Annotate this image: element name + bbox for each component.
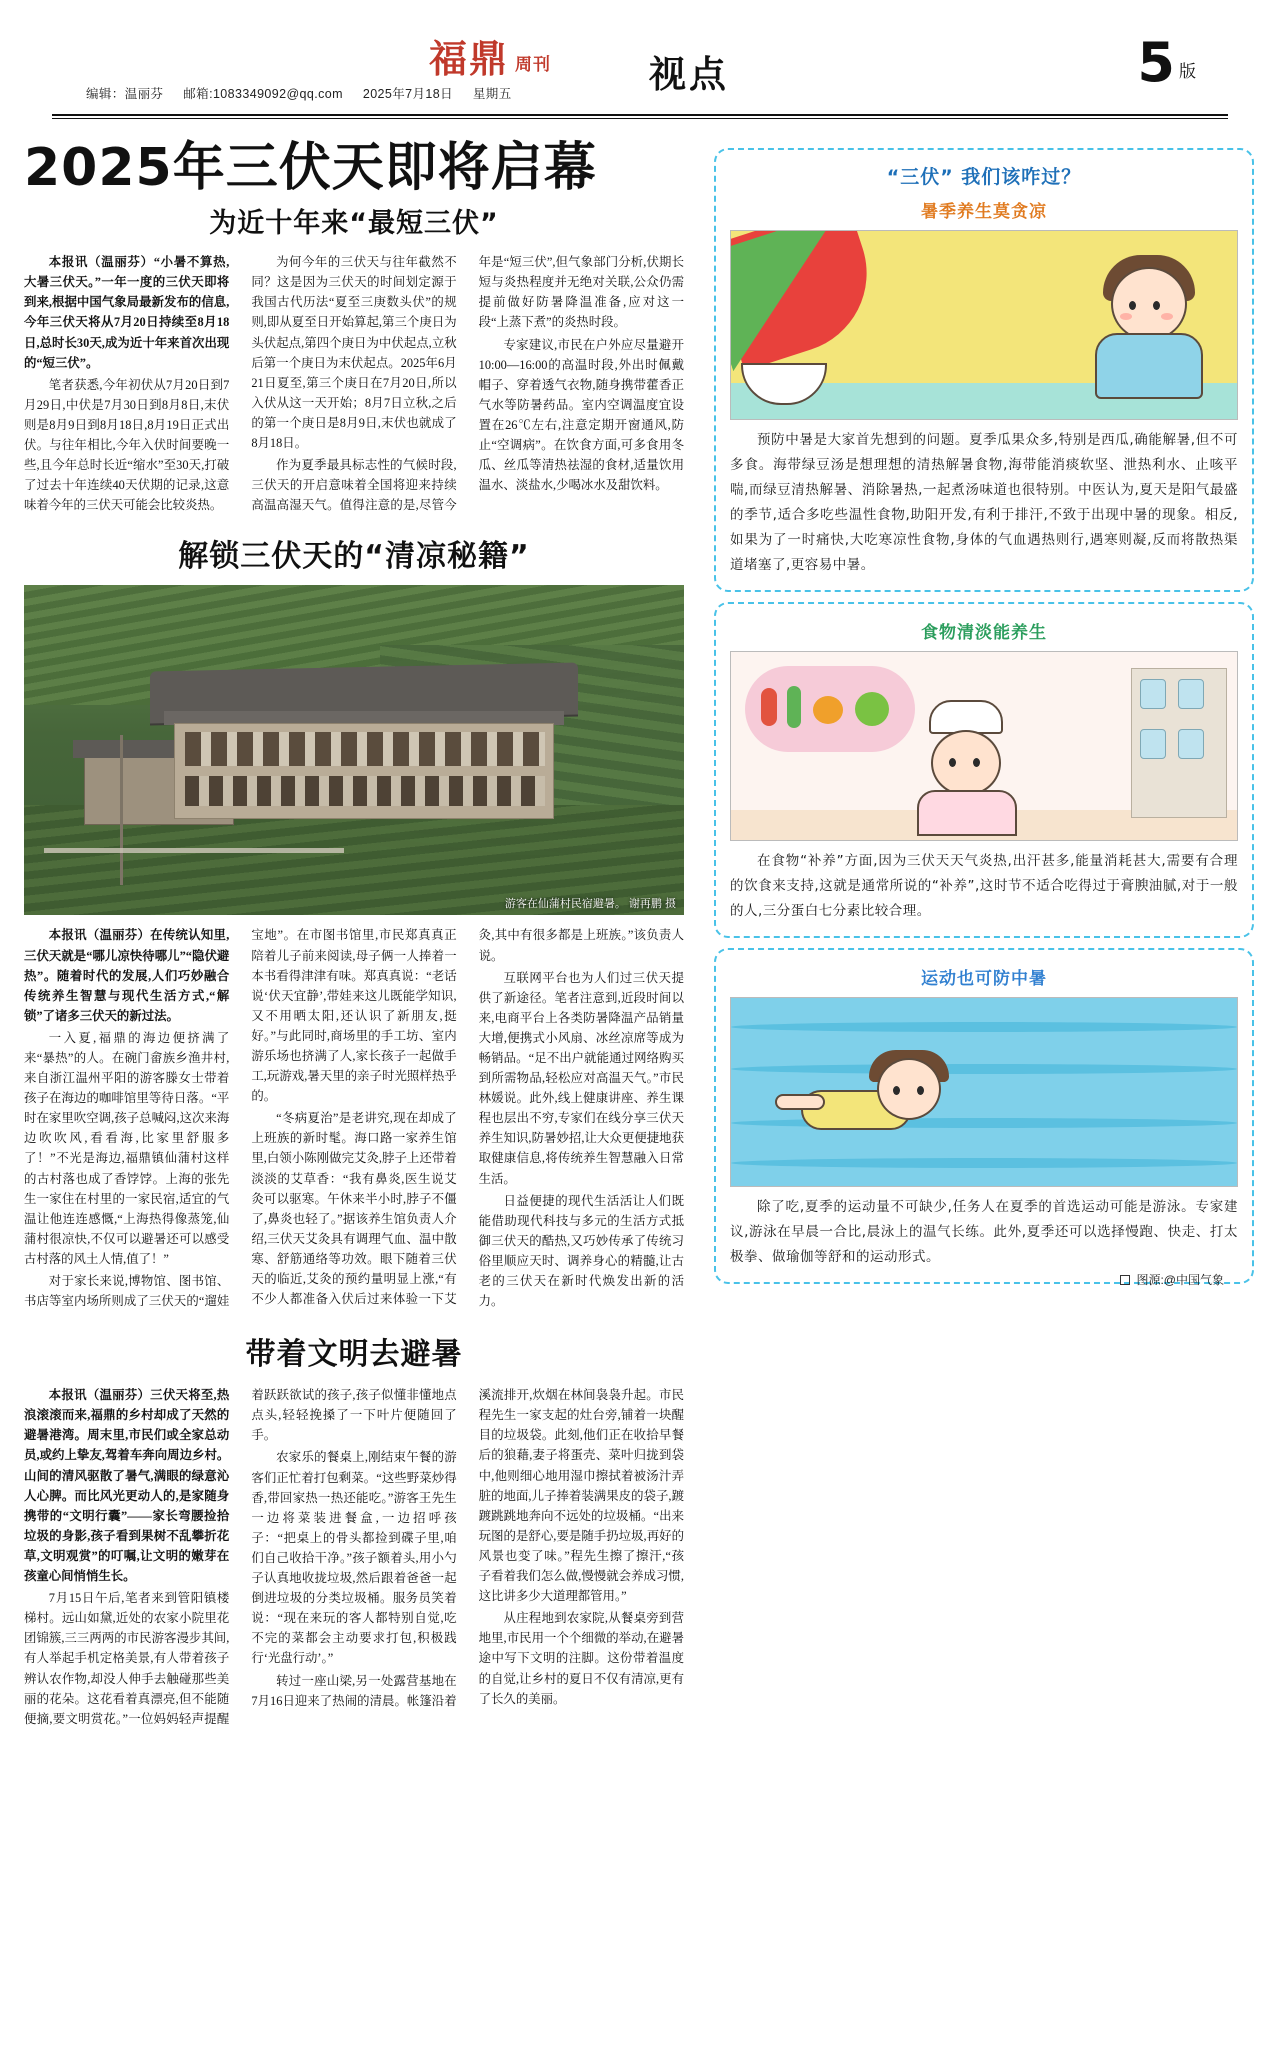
- sidebar-title: “三伏” 我们该咋过？: [886, 166, 1082, 188]
- swimmer-eye-left: [893, 1086, 900, 1095]
- water-wave: [731, 1022, 1237, 1032]
- sidebar-section-text-3: 除了吃,夏季的运动量不可缺少,任务人在夏季的首选运动可能是游泳。专家建议,游泳在早晨一合比,晨泳上的温气长练。此外,夏季还可以选择慢跑、快走、打太极拳、做瑜伽等舒和的运动形式。: [730, 1198, 1238, 1265]
- chef-body: [917, 790, 1017, 836]
- article-1-body: [24, 252, 684, 515]
- article-3-paragraph: 农家乐的餐桌上,刚结束午餐的游客们正忙着打包剩菜。“这些野菜炒得香,带回家热一热还能吃。”游客王先生一边将菜装进餐盒,一边招呼孩子：“把桌上的骨头都捡到碟子里,咱们自己收拾干净。”孩子额着头,用小勺子认真地收拢垃圾,然后跟着爸爸一起倒进垃圾的分类垃圾桶。服务员笑着说：“现在来玩的客人都特别自觉,吃不完的菜都会主动要求打包,积极践行‘光盘行动’。”: [251, 1450, 457, 1666]
- chef-eye-right: [973, 758, 980, 767]
- sidebar-section-text-2: 在食物“补养”方面,因为三伏天天气炎热,出汗甚多,能量消耗甚大,需要有合理的饮食来支持,这就是通常所说的“补养”,这时节不适合吃得过于膏腴油腻,对于一般的人,三分蛋白七分素比较合理。: [730, 852, 1238, 919]
- swimmer-eye-right: [917, 1086, 924, 1095]
- chef-hat-icon: [929, 700, 1003, 734]
- article-1-paragraph: 专家建议,市民在户外应尽量避开10:00—16:00的高温时段,外出时佩戴帽子、穿着透气衣物,随身携带藿香正气水等防暑药品。室内空调温度宜设置在26℃左右,注意定期开窗通风,防止“空调病”。在饮食方面,可多食用冬瓜、丝瓜等清热祛湿的食材,适量饮用温水、淡盐水,少喝冰水及甜饮料。: [478, 337, 684, 493]
- logo-chinese-text: 福鼎: [429, 36, 510, 81]
- girl-body: [1095, 333, 1203, 399]
- cartoon-swimmer: [801, 1050, 951, 1140]
- masthead: [24, 18, 1256, 114]
- article-3-title: 带着文明去避暑: [245, 1337, 463, 1373]
- editor-label: 编辑：温丽芬: [86, 87, 164, 101]
- cucumber-icon: [787, 686, 801, 728]
- masthead-divider: [52, 114, 1228, 116]
- page-number: 5: [1137, 31, 1175, 94]
- sidebar-panel: [714, 148, 1254, 592]
- girl-eye-left: [1129, 301, 1136, 310]
- photo-wall: [174, 723, 554, 819]
- jar-icon: [1140, 729, 1166, 759]
- photo-windows-upper: [185, 732, 545, 766]
- cabbage-icon: [855, 692, 889, 726]
- article-2-paragraph: 对于家长来说,博物馆、图书馆、书店等室内场所则成了三伏天的“遛娃宝地”。在市图书馆里,市民郑真真正陪着儿子前来阅读,母子俩一人捧着一本书看得津津有味。郑真真说：“老话说‘伏天宜静’,带娃来这儿既能学知识,又不用晒太阳,还认识了新朋友,挺好。”与此同时,商场里的手工坊、室内游乐场也挤满了人,家长孩子一起做手工,玩游戏,暑天里的亲子时光照样热乎的。: [24, 928, 457, 1309]
- jar-icon: [1140, 679, 1166, 709]
- swimmer-arm: [775, 1094, 825, 1110]
- article-1-paragraph: 作为夏季最具标志性的气候时段,三伏天的开启意味着全国将迎来持续高温高湿天气。值得注意的是,尽管今年是“短三伏”,但气象部门分析,伏期长短与炎热程度并无绝对关联,公众仍需提前做好防暑降温准备,应对这一段“上蒸下煮”的炎热时段。: [251, 255, 684, 513]
- masthead-credits: [86, 84, 528, 102]
- issue-weekday: 星期五: [472, 87, 512, 101]
- article-2-paragraph: 互联网平台也为人们过三伏天提供了新途径。笔者注意到,近段时间以来,电商平台上各类防暑降温产品销量大增,便携式小风扇、冰丝凉席等成为畅销品。“足不出户就能通过网络购买到所需物品,轻松应对高温天气。”市民林媛说。此外,线上健康讲座、养生课程也层出不穷,专家们在线分享三伏天养生知识,防暑妙招,让大众更便捷地获取健康信息,将传统养生智慧融入日常生活。: [478, 970, 684, 1186]
- chef-eye-left: [949, 758, 956, 767]
- article-1-paragraph: 笔者获悉,今年初伏从7月20日到7月29日,中伏是7月30日到8月8日,末伏则是8月9日到8月18日,8月19日正式出伏。与往年相比,今年入伏时间要晚一些,且今年总时长近“缩水”至30天,打破了过去十年连续40天伏期的记录,这意味着今年的三伏天可能会比较炎热。: [24, 377, 230, 513]
- article-3-paragraph: 本报讯（温丽芬）三伏天将至,热浪滚滚而来,福鼎的乡村却成了天然的避暑港湾。周末里,市民们或全家总动员,或约上挚友,驾着车奔向周边乡村。山间的清风驱散了暑气,满眼的绿意沁人心脾。而比风光更动人的,是家随身携带的“文明行囊”——家长弯腰捡拾垃圾的身影,孩子看到果树不乱攀折花草,文明观赏”的叮嘱,让文明的嫩芽在孩童心间悄悄生长。: [24, 1388, 230, 1584]
- logo-subtitle: 周刊: [515, 55, 552, 74]
- photo-windows-lower: [185, 776, 545, 806]
- article-1-paragraph: 为何今年的三伏天与往年截然不同？这是因为三伏天的时间划定源于我国古代历法“夏至三庚数头伏”的规则,即从夏至日开始算起,第三个庚日为头伏起点,第四个庚日为中伏起点,立秋后第一个庚日为末伏起点。2025年6月21日夏至,第三个庚日在7月20日,所以入伏从这一天开始；8月7日立秋,之后的第一个庚日是8月9日,末伏也就成了8月18日。: [251, 255, 457, 451]
- sidebar-panel-3: [714, 948, 1254, 1284]
- article-3-paragraph: 7月15日午后,笔者来到管阳镇楼梯村。远山如黛,近处的农家小院里花团锦簇,三三两两的市民游客漫步其间,有人举起手机定格美景,有人带着孩子辨认农作物,却没人伸手去触碰那些美丽的花朵。这花看着真漂亮,但不能随便摘,要文明赏花。”一位妈妈轻声提醒着跃跃欲试的孩子,孩子似懂非懂地点点头,轻轻挽搡了一下叶片便随回了手。: [24, 1388, 457, 1726]
- girl-cheek-left: [1120, 313, 1132, 320]
- illustration-chef-girl: [730, 651, 1238, 841]
- issue-date: 2025年7月18日: [362, 87, 454, 101]
- article-2-title: 解锁三伏天的“清凉秘籍”: [178, 539, 530, 575]
- section-title: 视点: [649, 53, 729, 96]
- sidebar-section-heading-2: 食物清淡能养生: [921, 622, 1047, 643]
- checkbox-icon: [1120, 1275, 1130, 1285]
- article-2-paragraph: 日益便捷的现代生活活让人们既能借助现代科技与多元的生活方式抵御三伏天的酷热,又巧妙传承了传统习俗里顺应天时、调养身心的精髓,让古老的三伏天在新时代焕发出新的活力。: [478, 1193, 684, 1309]
- photo-utility-pole: [120, 735, 123, 885]
- cartoon-chef: [901, 706, 1031, 832]
- sidebar-section-text-1: 预防中暑是大家首先想到的问题。夏季瓜果众多,特别是西瓜,确能解暑,但不可多食。海带绿豆汤是想理想的清热解暑食物,海带能消痰软坚、泄热利水、止咳平喘,而绿豆清热解暑、消除暑热,一起煮汤味道也很特别。中医认为,夏天是阳气最盛的季节,适合多吃些温性食物,助阳开发,有利于排汗,不致于出现中暑的现象。相反,如果为了一时痛快,大吃寒凉性食物,身体的气血遇热则行,遇寒则凝,反而将散热渠道堵塞了,更容易中暑。: [730, 432, 1238, 573]
- girl-eye-right: [1153, 301, 1160, 310]
- article-2-paragraph: 一入夏,福鼎的海边便挤满了来“暴热”的人。在碗门畲族乡渔井村,来自浙江温州平阳的游客滕女士带着孩子在海边的咖啡馆里等待日落。“平时在家里吹空调,孩子总喊闷,这次来海边吹吹风,看看海,比家里舒服多了！”不光是海边,福鼎镇仙蒲村这样的古村落也成了香饽饽。上海的张先生一家住在村里的一家民宿,适宜的气温让他连连感慨,“上海热得像蒸笼,仙蒲村很凉快,不仅可以避暑还可以感受古村落的风土人情,值了！”: [24, 1030, 230, 1266]
- masthead-divider-2: [52, 118, 1228, 119]
- jar-icon: [1178, 729, 1204, 759]
- girl-face: [1111, 267, 1187, 341]
- swimmer-face: [877, 1058, 941, 1120]
- page-number-block: [1137, 31, 1196, 94]
- publication-logo: [429, 36, 552, 81]
- sidebar-section-heading-1: 暑季养生莫贪凉: [921, 202, 1047, 222]
- sidebar-source-note: [1120, 1271, 1224, 1288]
- illustration-swimming-girl: [730, 997, 1238, 1187]
- main-column: [24, 128, 684, 1729]
- article-3-paragraph: 从庄程地到农家院,从餐桌旁到营地里,市民用一个个细微的举动,在避暑途中写下文明的注脚。这份带着温度的自觉,让乡村的夏日不仅有清凉,更有了长久的美丽。: [478, 1611, 684, 1706]
- page-unit-label: 版: [1179, 62, 1196, 81]
- article-3-paragraph: 转过一座山梁,另一处露营基地在7月16日迎来了热闹的清晨。帐篷沿着溪流排开,炊烟在林间袅袅升起。市民程先生一家支起的灶台旁,铺着一块醒目的垃圾袋。此刻,他们正在收拾早餐后的狼藉,妻子将蛋壳、菜叶归拢到袋中,他则细心地用湿巾擦拭着被汤汁弄脏的地面,儿子捧着装满果皮的袋子,踱踱跳跳地奔向不远处的垃圾桶。“出来玩图的是舒心,要是随手扔垃圾,再好的风景也变了味。”程先生擦了擦汗,“孩子看着我们怎么做,慢慢就会养成习惯,这比讲多少大道理都管用。”: [251, 1388, 684, 1708]
- chef-face: [931, 730, 1001, 796]
- page-headline: 2025年三伏天即将启幕: [24, 138, 597, 198]
- article-2-paragraph: “冬病夏治”是老讲究,现在却成了上班族的新时髦。海口路一家养生馆里,白领小陈刚做完艾灸,脖子上还带着淡淡的艾草香：“我有鼻炎,医生说艾灸可以驱寒。午休来半小时,脖子不僵了,鼻炎也轻了。”据该养生馆负责人介绍,三伏天艾灸具有调理气血、温中散寒、舒筋通络等功效。眼下随着三伏天的临近,艾灸的预约量明显上涨,“有不少人都准备入伏后过来体验一下艾灸,其中有很多都是上班族。”该负责人说。: [251, 928, 684, 1307]
- orange-icon: [813, 696, 843, 724]
- email-label: 邮箱:1083349092@qq.com: [183, 87, 343, 101]
- article-3-body: [24, 1385, 684, 1729]
- photo-fence: [44, 848, 344, 853]
- photo-main-building: [174, 667, 554, 817]
- girl-cheek-right: [1161, 313, 1173, 320]
- jar-icon: [1178, 679, 1204, 709]
- carrot-icon: [761, 688, 777, 726]
- cartoon-girl: [1089, 257, 1209, 397]
- article-2-paragraph: 本报讯（温丽芬）在传统认知里,三伏天就是“哪儿凉快待哪儿”“隐伏避热”。随着时代的发展,人们巧妙融合传统养生智慧与现代生活方式,“解锁”了诸多三伏天的新过法。: [24, 928, 230, 1023]
- illustration-watermelon-girl: [730, 230, 1238, 420]
- sidebar-section-heading-3: 运动也可防中暑: [921, 968, 1047, 989]
- source-label: 图源:@中国气象: [1136, 1272, 1224, 1287]
- article-2-body: [24, 925, 684, 1311]
- photo-caption: 游客在仙蒲村民宿避暑。 谢再鹏 摄: [504, 898, 676, 911]
- kitchen-shelf: [1131, 668, 1227, 818]
- water-wave: [731, 1158, 1237, 1168]
- sidebar-panel-2: [714, 602, 1254, 938]
- article-2-photo: [24, 585, 684, 915]
- page-subheadline: 为近十年来“最短三伏”: [209, 208, 499, 240]
- article-1-paragraph: 本报讯（温丽芬）“小暑不算热,大暑三伏天。”一年一度的三伏天即将到来,根据中国气象局最新发布的信息,今年三伏天将从7月20日持续至8月18日,总时长30天,成为近十年来首次出现的“短三伏”。: [24, 255, 230, 370]
- sidebar-infographic: [714, 148, 1254, 1294]
